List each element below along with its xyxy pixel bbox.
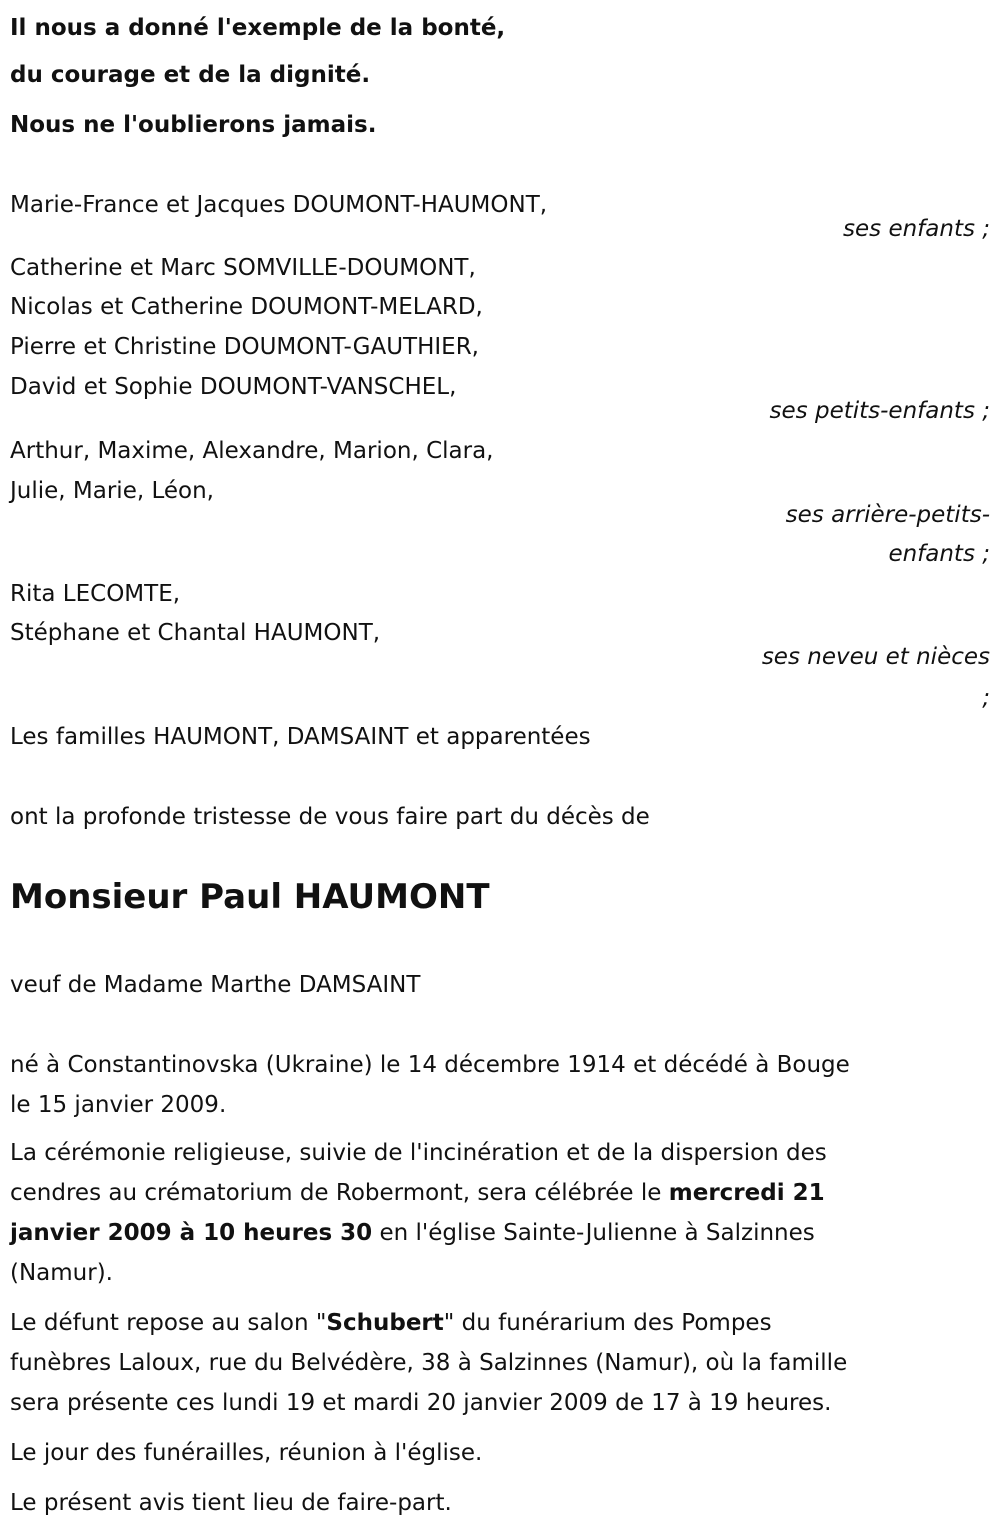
grandchildren-role: ses petits-enfants ; [769, 398, 990, 424]
ceremony-date: mercredi 21 [668, 1180, 825, 1206]
salon-name: Schubert [326, 1310, 444, 1336]
nephews-role: ses neveu et nièces [761, 644, 990, 670]
epitaph-line: Nous ne l'oublierons jamais. [10, 112, 377, 138]
nephews-role: ; [982, 685, 990, 711]
widower-line: veuf de Madame Marthe DAMSAINT [10, 972, 421, 998]
ceremony-line [10, 1213, 815, 1253]
families-line: Les familles HAUMONT, DAMSAINT et apparentées [10, 724, 591, 750]
ceremony-date: janvier 2009 à 10 heures 30 [10, 1220, 373, 1246]
nephew-name: Rita LECOMTE, [10, 581, 181, 607]
nephew-name: Stéphane et Chantal HAUMONT, [10, 620, 381, 646]
deceased-name: Monsieur Paul HAUMONT [10, 877, 490, 917]
epitaph-line: Il nous a donné l'exemple de la bonté, [10, 15, 506, 41]
announcement: ont la profonde tristesse de vous faire part du décès de [10, 804, 650, 830]
grandchildren-name: David et Sophie DOUMONT-VANSCHEL, [10, 374, 457, 400]
birth-death-line: le 15 janvier 2009. [10, 1092, 227, 1118]
rest-line: sera présente ces lundi 19 et mardi 20 janvier 2009 de 17 à 19 heures. [10, 1390, 832, 1416]
ceremony-line: La cérémonie religieuse, suivie de l'incinération et de la dispersion des [10, 1140, 827, 1166]
rest-text: " du funérarium des Pompes [443, 1310, 772, 1336]
children-role: ses enfants ; [843, 216, 990, 242]
ceremony-text: cendres au crématorium de Robermont, sera célébrée le [10, 1180, 669, 1206]
great-grandchildren-role: enfants ; [888, 541, 990, 567]
great-grandchildren-names: Julie, Marie, Léon, [10, 478, 214, 504]
great-grandchildren-names: Arthur, Maxime, Alexandre, Marion, Clara, [10, 438, 494, 464]
grandchildren-name: Pierre et Christine DOUMONT-GAUTHIER, [10, 334, 479, 360]
ceremony-line [10, 1173, 825, 1213]
birth-death-line: né à Constantinovska (Ukraine) le 14 décembre 1914 et décédé à Bouge [10, 1052, 850, 1078]
ceremony-line: (Namur). [10, 1260, 113, 1286]
great-grandchildren-role: ses arrière-petits- [785, 502, 990, 528]
notice-line: Le présent avis tient lieu de faire-part. [10, 1490, 452, 1516]
grandchildren-name: Catherine et Marc SOMVILLE-DOUMONT, [10, 255, 476, 281]
grandchildren-name: Nicolas et Catherine DOUMONT-MELARD, [10, 294, 483, 320]
epitaph-line: du courage et de la dignité. [10, 62, 371, 88]
rest-line: funèbres Laloux, rue du Belvédère, 38 à Salzinnes (Namur), où la famille [10, 1350, 848, 1376]
rest-line [10, 1303, 772, 1343]
children-names: Marie-France et Jacques DOUMONT-HAUMONT, [10, 192, 548, 218]
funeral-day-line: Le jour des funérailles, réunion à l'église. [10, 1440, 483, 1466]
ceremony-text: en l'église Sainte-Julienne à Salzinnes [372, 1220, 815, 1246]
rest-text: Le défunt repose au salon " [10, 1310, 327, 1336]
